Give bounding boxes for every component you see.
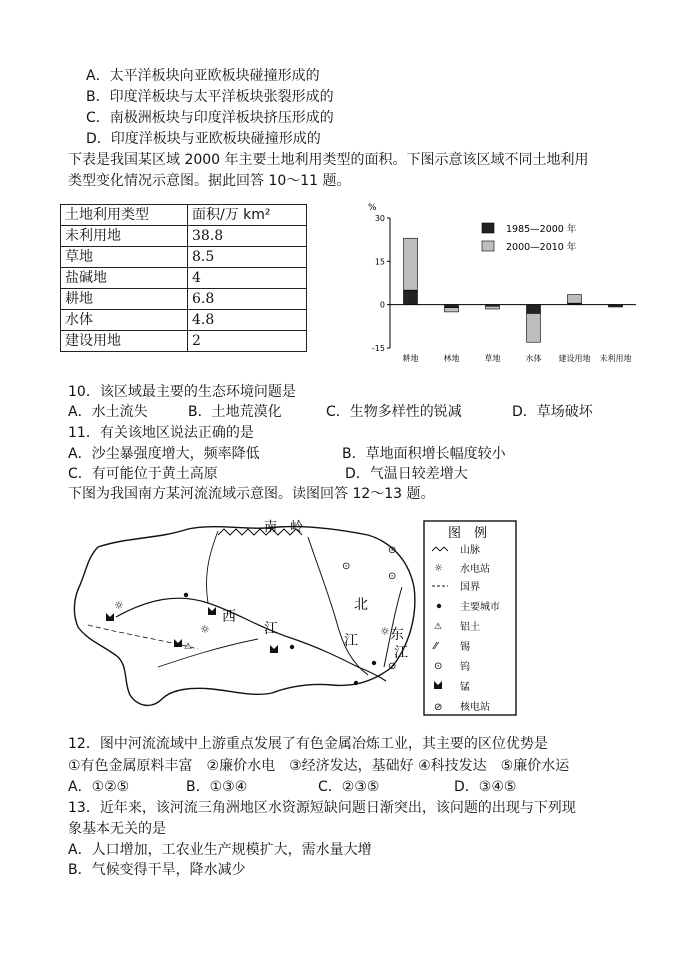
chart-xticks (403, 353, 632, 363)
q11-option-d: D．气温日较差增大 (345, 466, 468, 482)
q12-choices: ①有色金属原料丰富 ②廉价水电 ③经济发达，基础好 ④科技发达 ⑤廉价水运 (68, 758, 570, 774)
table-header-row (61, 205, 307, 226)
label-jiang-2: 江 (344, 633, 358, 649)
chart-legend (482, 223, 577, 253)
q11-option-b: B．草地面积增长幅度较小 (342, 446, 506, 462)
table-cell-area: 4.8 (188, 310, 307, 331)
legend-city-icon (437, 604, 441, 608)
city-dot (372, 661, 376, 665)
tributary-south (158, 639, 258, 667)
bar-1985-2000 (445, 305, 459, 308)
label-nanling: 南 岭 (264, 520, 304, 535)
bar-1985-2000 (486, 305, 500, 306)
q9-option-a: A．太平洋板块向亚欧板块碰撞形成的 (86, 68, 320, 84)
q11-option-c: C．有可能位于黄土高原 (68, 466, 218, 482)
chart-bars (404, 238, 623, 342)
x-tick-label: 林地 (443, 354, 460, 363)
q12-option-b: B．①③④ (186, 779, 248, 795)
y-tick-label: 30 (374, 214, 385, 223)
legend-bauxite-icon: ⚠ (434, 622, 443, 632)
label-bei: 北 (354, 597, 368, 613)
bar-2000-2010 (404, 238, 418, 290)
table-row (61, 289, 307, 310)
label-jiang-1: 江 (264, 621, 278, 637)
legend-item: 锰 (460, 682, 470, 693)
label-jiang-3: 江 (394, 645, 408, 661)
table-cell-type: 建设用地 (61, 331, 188, 352)
table-cell-area: 4 (188, 268, 307, 289)
basin-outline (74, 526, 415, 705)
nuclear-plant-icon: ⊘ (388, 661, 397, 672)
legend-item: 山脉 (460, 545, 480, 556)
legend-tin-icon: ⁄⁄ (434, 641, 438, 652)
intro-1011-line1: 下表是我国某区域 2000 年主要土地利用类型的面积。下图示意该区域不同土地利用 (68, 152, 589, 168)
legend-hydropower-icon: ☼ (434, 563, 443, 574)
q13-option-b: B．气候变得干旱，降水减少 (68, 862, 246, 878)
q11-stem: 11．有关该地区说法正确的是 (68, 425, 254, 441)
q9-option-c: C．南极洲板块与印度洋板块挤压形成的 (86, 110, 334, 126)
label-xi: 西 (222, 609, 236, 625)
legend-nuclear-icon: ⊘ (434, 702, 443, 713)
table-cell-type: 耕地 (61, 289, 188, 310)
q13-option-a: A．人口增加，工农业生产规模扩大，需水量大增 (68, 842, 372, 858)
table-cell-area: 2 (188, 331, 307, 352)
table-header-type: 土地利用类型 (61, 205, 188, 226)
q10-option-b: B．土地荒漠化 (188, 404, 282, 420)
hydropower-icon: ☼ (200, 623, 210, 636)
bar-2000-2010 (445, 308, 459, 312)
bauxite-icon: ⚠ (184, 642, 193, 652)
intro-1213: 下图为我国南方某河流流域示意图。读图回答 12～13 题。 (68, 486, 435, 502)
table-cell-type: 水体 (61, 310, 188, 331)
table-header-area: 面积/万 km² (188, 205, 307, 226)
legend-swatch-2000-2010 (482, 241, 494, 251)
hydropower-icon: ☼ (114, 599, 124, 612)
legend-label-1985-2000: 1985—2000 年 (506, 224, 577, 235)
y-tick-label: 0 (379, 300, 385, 310)
q10-option-a: A．水土流失 (68, 404, 148, 420)
city-dot (184, 593, 188, 597)
bar-1985-2000 (609, 305, 623, 306)
legend-item: 主要城市 (460, 602, 500, 613)
land-use-change-chart (360, 200, 640, 370)
bar-2000-2010 (486, 306, 500, 309)
hydropower-icon: ☼ (380, 625, 390, 638)
bar-2000-2010 (568, 295, 582, 304)
q12-option-a: A．①②⑤ (68, 779, 130, 795)
legend-item: 国界 (460, 582, 480, 593)
table-cell-area: 38.8 (188, 226, 307, 247)
table-cell-type: 盐碱地 (61, 268, 188, 289)
manganese-icon (106, 613, 114, 621)
table-cell-type: 未利用地 (61, 226, 188, 247)
bar-1985-2000 (568, 303, 582, 304)
q13-stem-line2: 象基本无关的是 (68, 821, 166, 837)
q13-stem-line1: 13．近年来，该河流三角洲地区水资源短缺问题日渐突出，该问题的出现与下列现 (68, 800, 576, 816)
table-row (61, 268, 307, 289)
q10-stem: 10．该区域最主要的生态环境问题是 (68, 384, 296, 400)
chart-ylabel: % (368, 203, 377, 213)
tungsten-icon: ⊙ (388, 571, 397, 582)
table-cell-area: 8.5 (188, 247, 307, 268)
x-tick-label: 建设用地 (558, 354, 591, 363)
tungsten-icon: ⊙ (342, 561, 351, 572)
river-basin-map (68, 517, 520, 717)
label-dong: 东 (390, 627, 404, 643)
y-tick-label: -15 (371, 344, 385, 353)
manganese-icon (174, 639, 182, 647)
land-use-table (60, 204, 307, 352)
y-tick-label: 15 (374, 257, 385, 267)
tributary-north (206, 531, 218, 603)
manganese-icon (270, 645, 278, 653)
legend-item: 钨 (460, 662, 470, 673)
tungsten-icon: ⊙ (388, 545, 397, 556)
city-dot (354, 681, 358, 685)
q12-option-c: C．②③⑤ (318, 779, 380, 795)
legend-item: 核电站 (460, 702, 490, 713)
table-row (61, 247, 307, 268)
q12-stem: 12．图中河流流域中上游重点发展了有色金属冶炼工业，其主要的区位优势是 (68, 736, 548, 752)
bar-1985-2000 (404, 290, 418, 304)
x-tick-label: 草地 (484, 354, 501, 363)
q10-option-d: D．草场破坏 (512, 404, 593, 420)
x-tick-label: 耕地 (402, 354, 419, 363)
map-legend-title: 图 例 (448, 526, 488, 541)
legend-label-2000-2010: 2000—2010 年 (506, 242, 577, 253)
q10-option-c: C．生物多样性的锐减 (326, 404, 462, 420)
legend-swatch-1985-2000 (482, 223, 494, 233)
city-dot (290, 645, 294, 649)
q12-option-d: D．③④⑤ (454, 779, 517, 795)
q11-option-a: A．沙尘暴强度增大，频率降低 (68, 446, 260, 462)
bar-1985-2000 (527, 305, 541, 314)
manganese-icon (208, 607, 216, 615)
table-row (61, 331, 307, 352)
bar-2000-2010 (527, 313, 541, 342)
legend-item: 锡 (460, 642, 470, 653)
table-row (61, 310, 307, 331)
table-cell-type: 草地 (61, 247, 188, 268)
table-row (61, 226, 307, 247)
table-cell-area: 6.8 (188, 289, 307, 310)
intro-1011-line2: 类型变化情况示意图。据此回答 10～11 题。 (68, 173, 351, 189)
legend-tungsten-icon: ⊙ (434, 661, 443, 672)
legend-item: 水电站 (460, 564, 490, 575)
q9-option-d: D．印度洋板块与亚欧板块碰撞形成的 (86, 131, 321, 147)
q9-option-b: B．印度洋板块与太平洋板块张裂形成的 (86, 89, 334, 105)
x-tick-label: 未利用地 (599, 354, 632, 363)
legend-item: 铝土 (460, 622, 480, 633)
x-tick-label: 水体 (525, 354, 542, 363)
